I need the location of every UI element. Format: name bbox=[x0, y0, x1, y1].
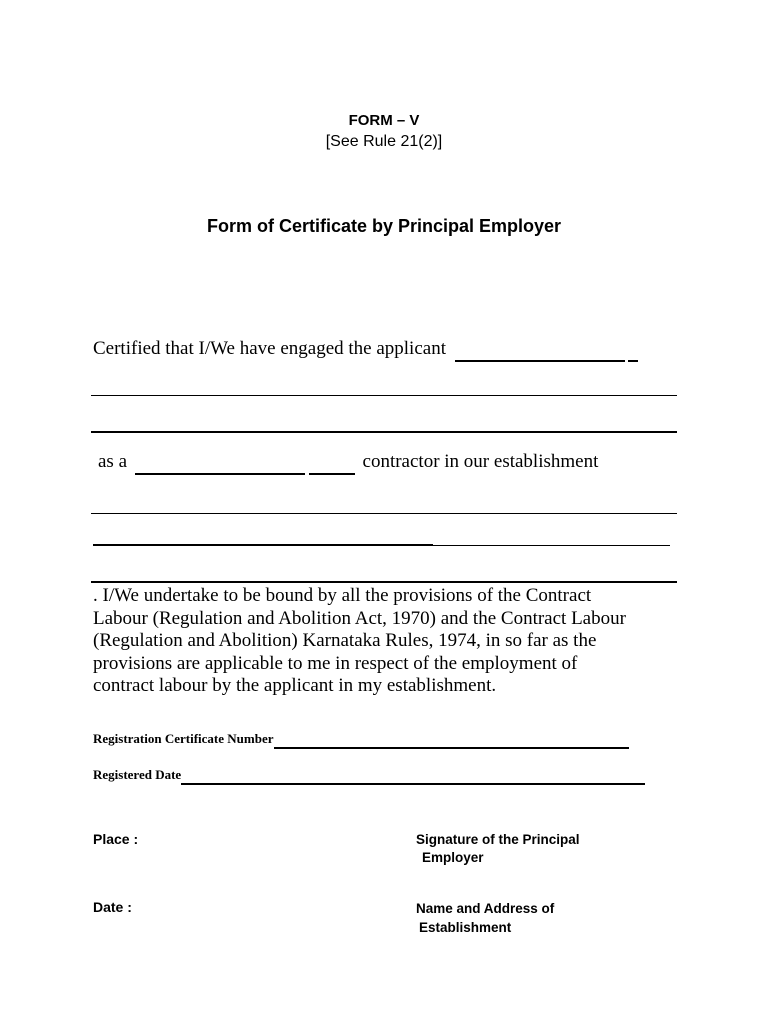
place-label: Place : bbox=[93, 831, 139, 847]
blank-line-4b[interactable] bbox=[433, 545, 670, 546]
page-title: Form of Certificate by Principal Employer bbox=[206, 216, 562, 236]
blank-line-2[interactable] bbox=[91, 431, 677, 433]
registered-date-row bbox=[93, 767, 645, 785]
undertaking-line: Labour (Regulation and Abolition Act, 1970) and the Contract Labour bbox=[93, 607, 626, 629]
contractor-text: contractor in our establishment bbox=[362, 451, 599, 472]
applicant-name-blank-tail bbox=[628, 338, 638, 362]
date-label: Date : bbox=[93, 899, 132, 915]
registered-date-blank[interactable] bbox=[181, 767, 645, 785]
blank-line-3[interactable] bbox=[91, 513, 677, 514]
undertaking-paragraph bbox=[93, 585, 626, 698]
applicant-name-blank[interactable] bbox=[455, 338, 625, 362]
signature-label-line2: Employer bbox=[422, 850, 484, 865]
registration-number-row bbox=[93, 731, 629, 749]
blank-line-1[interactable] bbox=[91, 395, 677, 396]
registration-number-blank[interactable] bbox=[274, 731, 629, 749]
undertaking-line: . I/We undertake to be bound by all the provisions of the Contract bbox=[93, 585, 592, 606]
as-a-text: as a bbox=[98, 451, 128, 472]
contractor-line bbox=[98, 451, 598, 475]
name-address-label bbox=[416, 899, 554, 937]
name-address-line1: Name and Address of bbox=[416, 901, 555, 916]
blank-line-5[interactable] bbox=[91, 581, 677, 583]
registered-date-label: Registered Date bbox=[93, 767, 182, 782]
name-address-line2: Establishment bbox=[419, 920, 512, 935]
contractor-type-blank[interactable] bbox=[135, 451, 305, 475]
rule-reference: [See Rule 21(2)] bbox=[325, 133, 443, 150]
registration-number-label: Registration Certificate Number bbox=[93, 731, 274, 746]
form-number: FORM – V bbox=[348, 112, 420, 129]
certified-text: Certified that I/We have engaged the applicant bbox=[93, 338, 446, 359]
undertaking-line: provisions are applicable to me in respect of the employment of bbox=[93, 652, 578, 674]
undertaking-line: (Regulation and Abolition) Karnataka Rules, 1974, in so far as the bbox=[93, 630, 597, 651]
certified-line bbox=[93, 338, 638, 362]
signature-label-line1: Signature of the Principal bbox=[416, 832, 580, 847]
signature-label bbox=[416, 831, 580, 867]
blank-line-4a[interactable] bbox=[93, 544, 433, 546]
undertaking-line: contract labour by the applicant in my establishment. bbox=[93, 675, 497, 696]
contractor-type-blank-tail bbox=[309, 451, 355, 475]
